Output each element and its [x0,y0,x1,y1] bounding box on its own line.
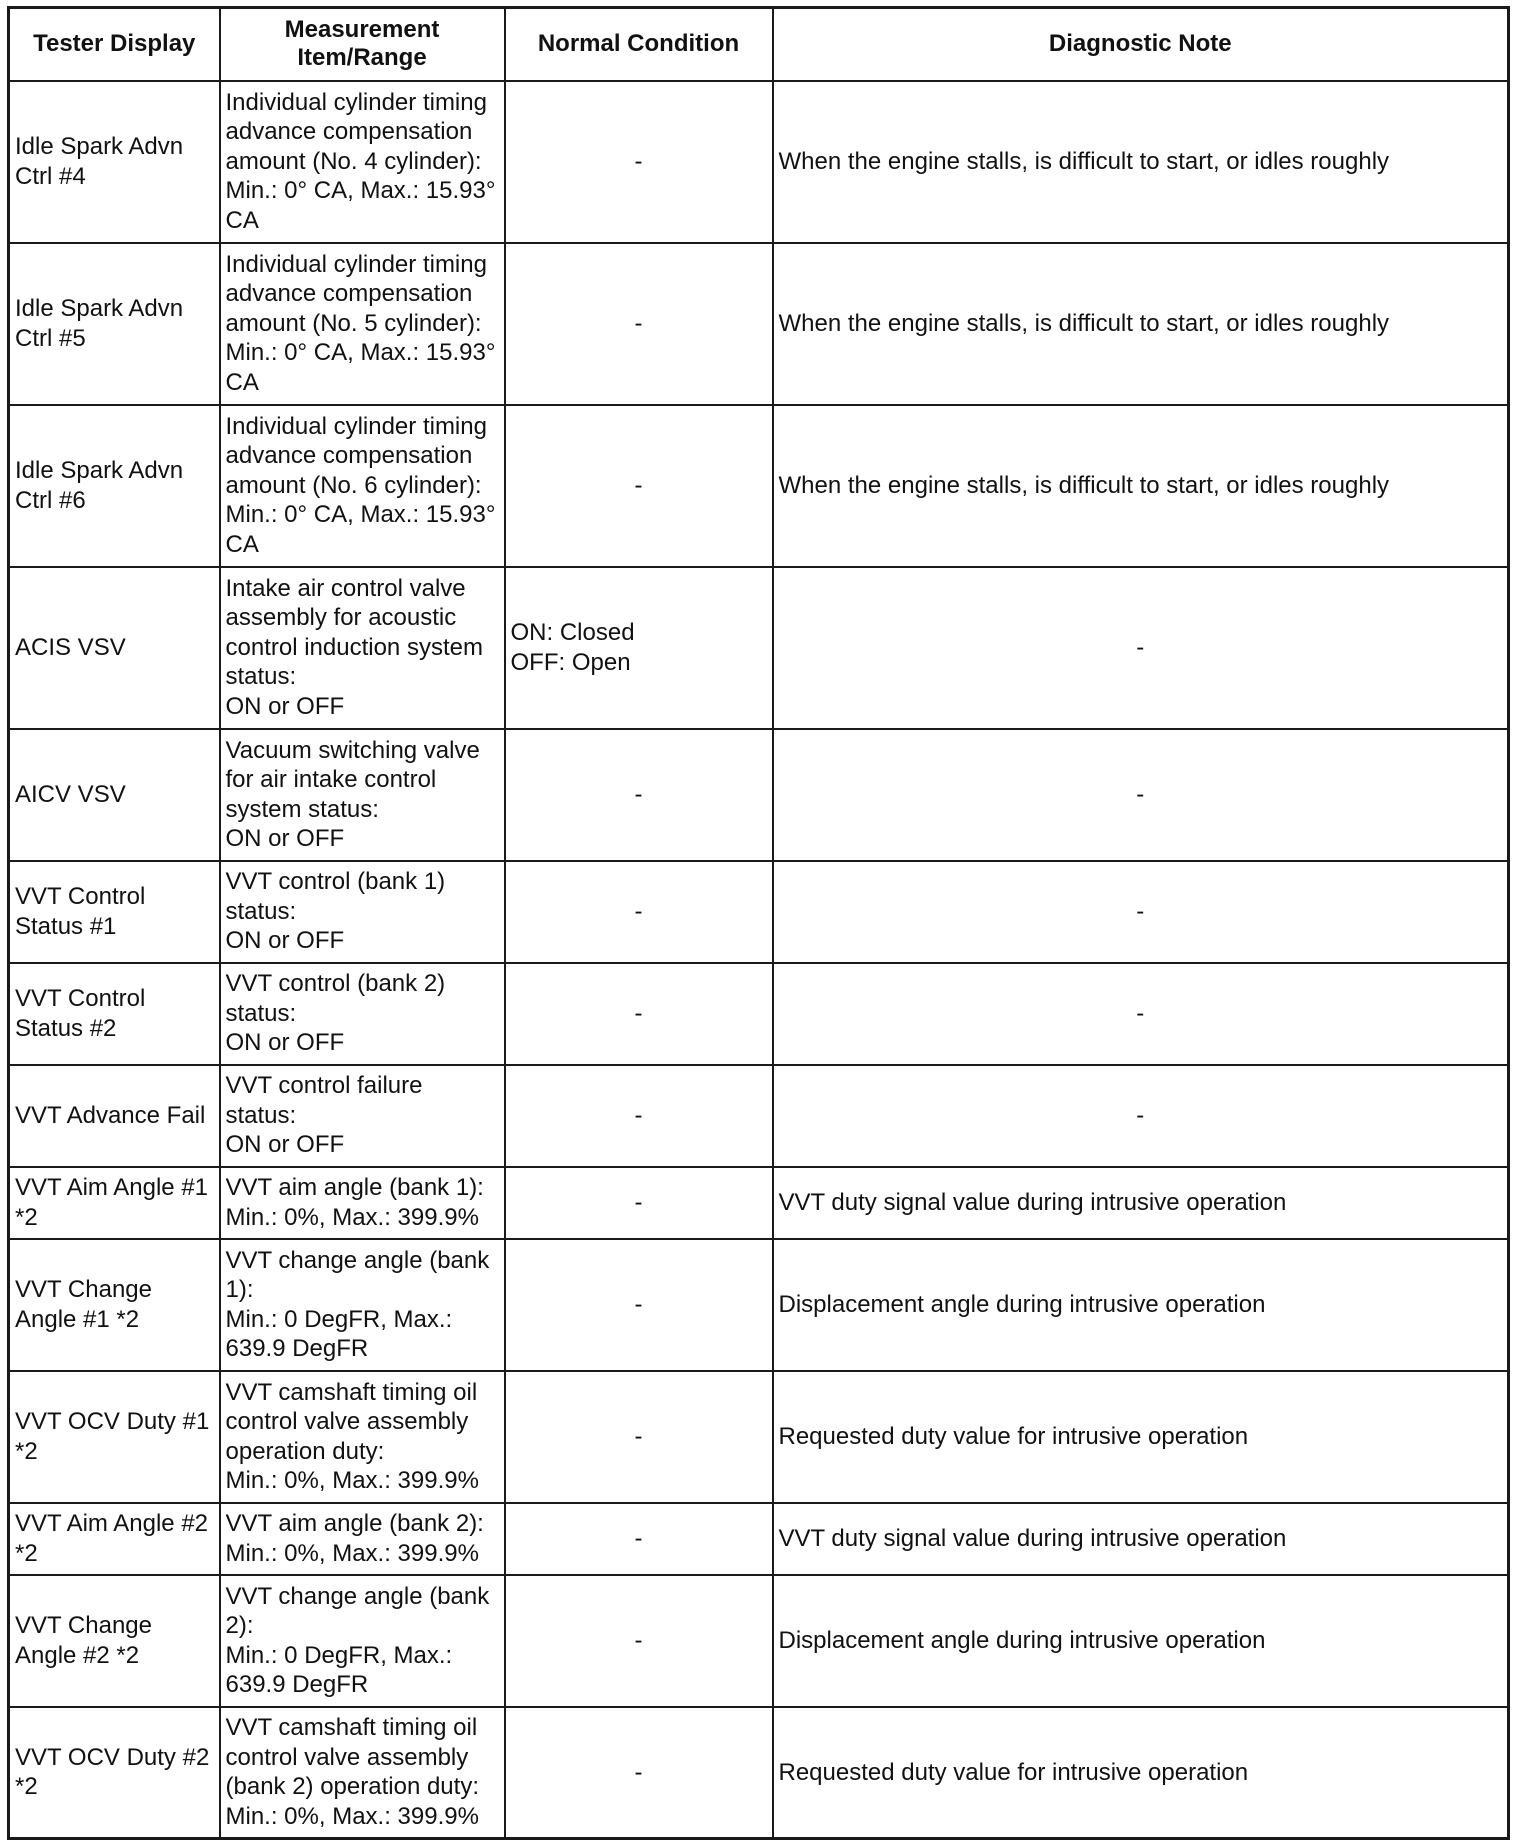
cell-diagnostic-note [773,81,1509,243]
cell-diagnostic-note-text: Requested duty value for intrusive operation [778,1758,1249,1786]
cell-tester-display-text: ACIS VSV [15,633,126,661]
cell-tester-display-text: VVT Aim Angle #1 *2 [15,1174,209,1231]
cell-normal-condition [505,405,773,567]
cell-normal-condition [505,1065,773,1167]
cell-tester-display [9,405,220,567]
cell-normal-condition-text: - [634,897,643,925]
cell-tester-display-text: Idle Spark Advn Ctrl #4 [15,133,184,190]
cell-measurement-item-range [220,567,505,729]
diagnostic-data-table [7,6,1510,1840]
cell-normal-condition-text: - [634,780,643,808]
cell-measurement-item-range-text: Individual cylinder timing advance compensation amount (No. 6 cylinder): Min.: 0° CA, Max.: 15.93° CA [225,412,496,558]
table-row [9,1065,1509,1167]
cell-tester-display-text: VVT OCV Duty #2 *2 [15,1743,210,1801]
cell-measurement-item-range-text: VVT control (bank 2) status: ON or OFF [225,970,446,1057]
cell-normal-condition-text: - [634,147,643,175]
cell-tester-display-text: VVT Control Status #1 [15,883,146,940]
cell-tester-display [9,1167,220,1239]
header-row [9,8,1509,81]
cell-diagnostic-note-text: - [1136,1101,1145,1129]
cell-tester-display [9,1503,220,1575]
cell-tester-display [9,861,220,963]
cell-measurement-item-range [220,81,505,243]
cell-measurement-item-range-text: VVT control (bank 1) status: ON or OFF [225,868,446,955]
cell-measurement-item-range-text: VVT aim angle (bank 2): Min.: 0%, Max.: 399.9% [225,1510,484,1567]
cell-normal-condition-text: - [634,1101,643,1129]
cell-measurement-item-range [220,963,505,1065]
cell-diagnostic-note-text: VVT duty signal value during intrusive operation [778,1524,1287,1552]
cell-diagnostic-note-text: VVT duty signal value during intrusive operation [778,1188,1287,1216]
cell-diagnostic-note-text: When the engine stalls, is difficult to start, or idles roughly [778,147,1390,175]
table-row [9,1239,1509,1371]
cell-measurement-item-range [220,1371,505,1503]
cell-diagnostic-note-text: When the engine stalls, is difficult to start, or idles roughly [778,471,1390,499]
table-row [9,81,1509,243]
cell-measurement-item-range-text: VVT change angle (bank 1): Min.: 0 DegFR, Max.: 639.9 DegFR [225,1246,490,1362]
cell-measurement-item-range [220,1707,505,1839]
cell-normal-condition [505,1371,773,1503]
cell-tester-display-text: VVT Aim Angle #2 *2 [15,1510,209,1567]
cell-tester-display-text: VVT Change Angle #2 *2 [15,1612,152,1669]
cell-normal-condition-text: - [634,1290,643,1318]
cell-tester-display-text: VVT Advance Fail [15,1101,206,1129]
table-row [9,729,1509,861]
table-row [9,861,1509,963]
header-normal-condition: Normal Condition [505,8,773,81]
cell-measurement-item-range [220,729,505,861]
cell-diagnostic-note-text: - [1136,633,1145,661]
table-row [9,1503,1509,1575]
cell-normal-condition-text: - [634,1524,643,1552]
cell-measurement-item-range-text: Vacuum switching valve for air intake control system status: ON or OFF [225,736,480,852]
cell-diagnostic-note [773,1065,1509,1167]
cell-tester-display [9,243,220,405]
cell-diagnostic-note-text: Requested duty value for intrusive operation [778,1422,1249,1450]
cell-tester-display [9,1707,220,1839]
cell-measurement-item-range [220,1065,505,1167]
cell-diagnostic-note [773,1371,1509,1503]
cell-normal-condition [505,1575,773,1707]
cell-normal-condition-text: ON: Closed OFF: Open [510,619,635,676]
cell-normal-condition-text: - [634,471,643,499]
cell-measurement-item-range-text: Individual cylinder timing advance compensation amount (No. 5 cylinder): Min.: 0° CA, Max.: 15.93° CA [225,250,496,396]
cell-diagnostic-note [773,963,1509,1065]
header-diagnostic-note: Diagnostic Note [773,8,1509,81]
cell-measurement-item-range-text: VVT control failure status: ON or OFF [225,1072,423,1159]
cell-tester-display [9,81,220,243]
cell-tester-display [9,729,220,861]
table-row [9,1575,1509,1707]
cell-measurement-item-range-text: VVT change angle (bank 2): Min.: 0 DegFR, Max.: 639.9 DegFR [225,1582,490,1698]
cell-normal-condition-text: - [634,309,643,337]
cell-tester-display [9,963,220,1065]
cell-normal-condition [505,1239,773,1371]
cell-diagnostic-note [773,1239,1509,1371]
cell-normal-condition [505,243,773,405]
cell-tester-display [9,1575,220,1707]
table-row [9,1371,1509,1503]
cell-normal-condition [505,861,773,963]
cell-diagnostic-note [773,567,1509,729]
cell-tester-display-text: VVT Control Status #2 [15,985,146,1042]
cell-normal-condition [505,1707,773,1839]
table-row [9,243,1509,405]
cell-tester-display-text: Idle Spark Advn Ctrl #6 [15,457,184,514]
cell-diagnostic-note [773,1503,1509,1575]
cell-normal-condition-text: - [634,1188,643,1216]
table-row [9,405,1509,567]
table-row [9,1167,1509,1239]
cell-measurement-item-range-text: VVT camshaft timing oil control valve assembly operation duty: Min.: 0%, Max.: 399.9% [225,1378,479,1494]
cell-measurement-item-range-text: Individual cylinder timing advance compensation amount (No. 4 cylinder): Min.: 0° CA, Max.: 15.93° CA [225,88,496,234]
cell-diagnostic-note [773,1707,1509,1839]
cell-tester-display-text: AICV VSV [15,780,126,808]
cell-normal-condition [505,1503,773,1575]
cell-diagnostic-note [773,729,1509,861]
cell-tester-display [9,567,220,729]
cell-measurement-item-range [220,1575,505,1707]
cell-diagnostic-note-text: When the engine stalls, is difficult to start, or idles roughly [778,309,1390,337]
cell-measurement-item-range [220,243,505,405]
cell-diagnostic-note [773,243,1509,405]
cell-measurement-item-range-text: VVT aim angle (bank 1): Min.: 0%, Max.: 399.9% [225,1174,484,1231]
cell-normal-condition-text: - [634,1422,643,1450]
cell-normal-condition-text: - [634,1626,643,1654]
header-measurement-item-range: Measurement Item/Range [220,8,505,81]
cell-diagnostic-note [773,1167,1509,1239]
cell-diagnostic-note [773,405,1509,567]
cell-tester-display [9,1065,220,1167]
cell-normal-condition [505,567,773,729]
cell-diagnostic-note-text: - [1136,999,1145,1027]
cell-tester-display [9,1239,220,1371]
cell-diagnostic-note-text: - [1136,780,1145,808]
table-body [9,81,1509,1839]
table-row [9,567,1509,729]
cell-measurement-item-range [220,1503,505,1575]
cell-measurement-item-range [220,1239,505,1371]
cell-diagnostic-note-text: - [1136,897,1145,925]
cell-tester-display-text: VVT OCV Duty #1 *2 [15,1408,210,1465]
cell-tester-display-text: VVT Change Angle #1 *2 [15,1276,152,1333]
cell-normal-condition [505,963,773,1065]
table-row [9,963,1509,1065]
cell-normal-condition [505,729,773,861]
cell-measurement-item-range-text: Intake air control valve assembly for acoustic control induction system status: ON or OFF [225,574,483,720]
cell-diagnostic-note-text: Displacement angle during intrusive operation [778,1290,1266,1318]
cell-normal-condition [505,81,773,243]
cell-normal-condition-text: - [634,1758,643,1786]
cell-diagnostic-note [773,861,1509,963]
cell-measurement-item-range [220,405,505,567]
cell-normal-condition-text: - [634,999,643,1027]
cell-measurement-item-range [220,1167,505,1239]
cell-diagnostic-note [773,1575,1509,1707]
cell-diagnostic-note-text: Displacement angle during intrusive operation [778,1626,1266,1654]
cell-tester-display-text: Idle Spark Advn Ctrl #5 [15,295,184,352]
cell-measurement-item-range [220,861,505,963]
cell-tester-display [9,1371,220,1503]
header-tester-display: Tester Display [9,8,220,81]
cell-normal-condition [505,1167,773,1239]
table-row [9,1707,1509,1839]
cell-measurement-item-range-text: VVT camshaft timing oil control valve assembly (bank 2) operation duty: Min.: 0%, Max.: 399.9% [225,1714,479,1830]
